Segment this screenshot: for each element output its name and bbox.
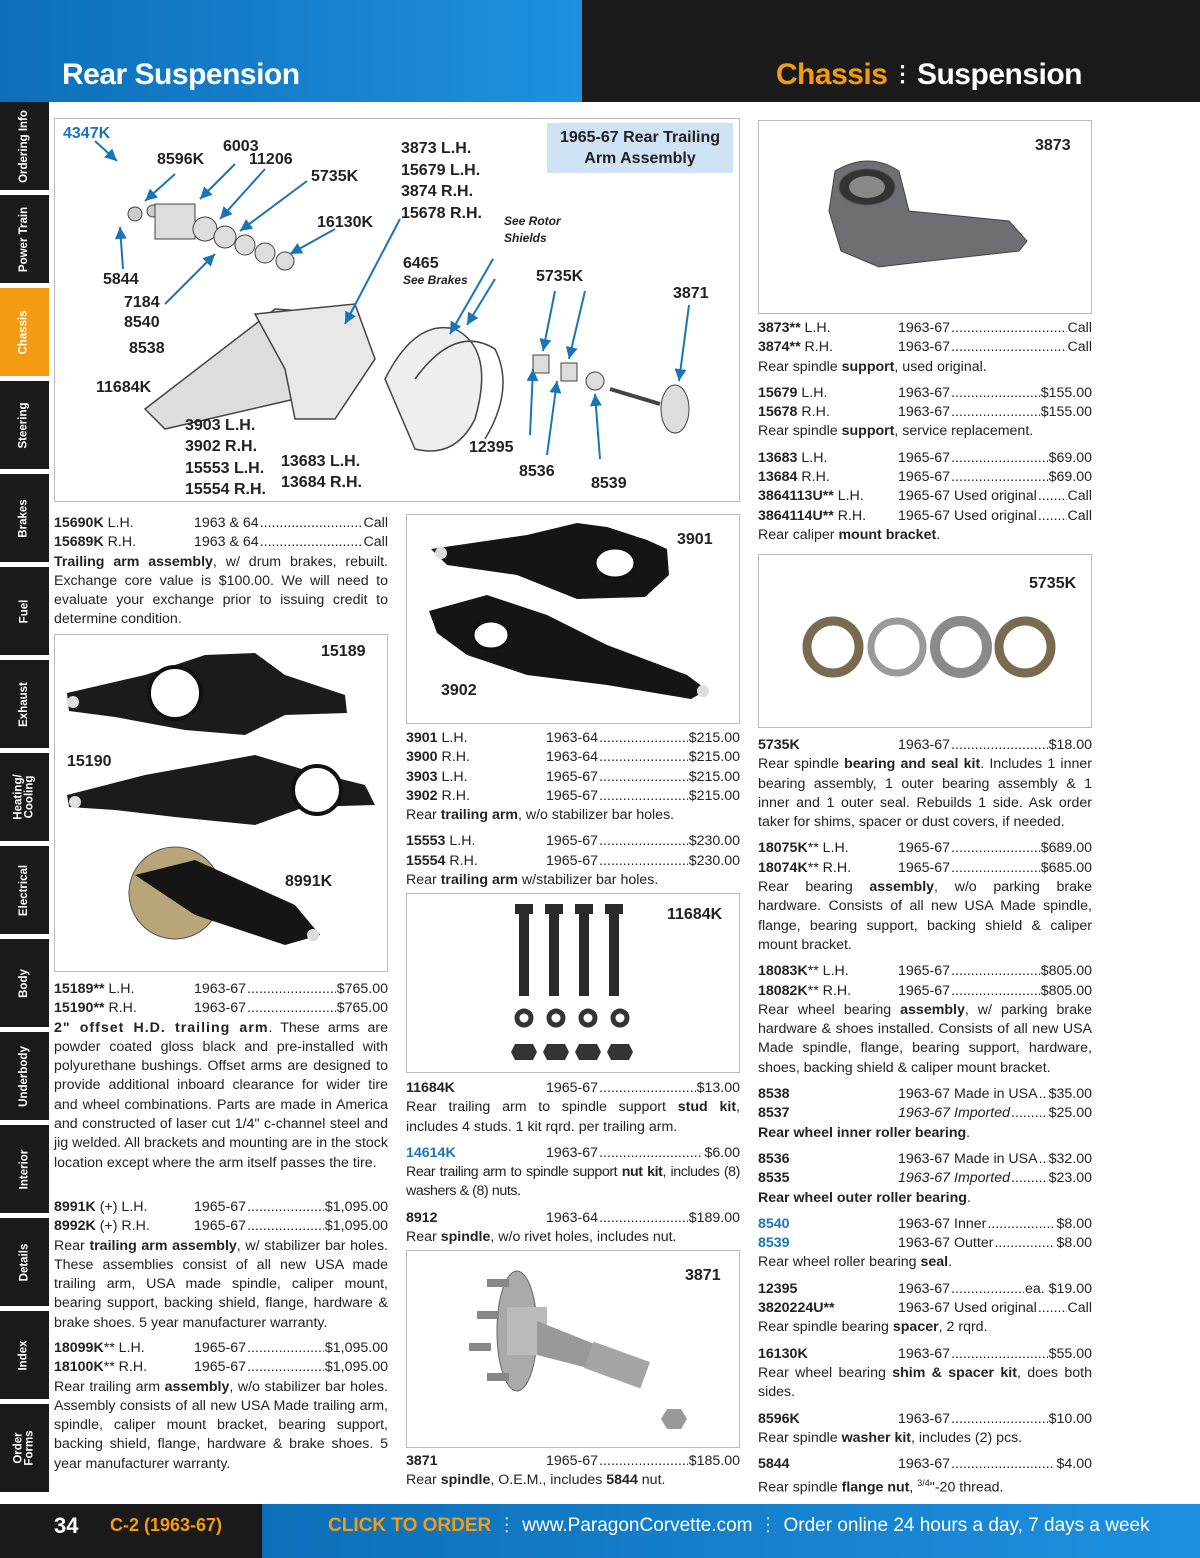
diagram-label-13684-rh: 13684 R.H. [281, 474, 362, 491]
section-subcategory: Suspension [916, 58, 1082, 91]
listing-18099k: 18099K** L.H. 1965-67 ..... $1,095.00 18100K** R.H. 1965-67 ..... $1,095.00 Rear trailing arm assembly, w/o stabilizer bar holes. Assembly consists of all new USA Made trailing arm, spindle, caliper mount bracket, bearing support, backing shield, flange, hardware & brake shoes. 5 year manufacturer warranty. [54, 1339, 388, 1474]
diagram-label-3902-rh: 3902 R.H. [185, 438, 258, 455]
listing-15189: 15189** L.H. 1963-67 ..... $765.00 15190** R.H. 1963-67 ..... $765.00 2" offset H.D. trailing arm. These arms are powder coated gloss black and pre-installed with polyurethane bushings. Offset arms are designed to provide additional inboard clearance for wider tire and wheel combinations. Parts are made in America and constructed of laser cut 1/4" c-channel steel and jig welded. All brackets and mounting are in the stock location except where the arm itself passes the tire. [54, 980, 388, 1173]
diagram-label-8536: 8536 [519, 463, 555, 480]
diagram-label-8540: 8540 [124, 314, 160, 331]
bearing-kit-photo [759, 555, 1093, 729]
image-bearing-seal-kit [758, 554, 1092, 728]
tab-interior[interactable]: Interior [0, 1125, 49, 1213]
footer-tagline: Order online 24 hours a day, 7 days a week [783, 1515, 1150, 1536]
tab-fuel[interactable]: Fuel [0, 567, 49, 655]
tab-underbody[interactable]: Underbody [0, 1032, 49, 1120]
tab-ordering-info[interactable]: Ordering Info [0, 102, 49, 190]
diagram-label-15678-rh: 15678 R.H. [401, 205, 482, 222]
diagram-note-see-brakes: See Brakes [403, 273, 468, 287]
diagram-label-3871: 3871 [673, 285, 709, 302]
diagram-label-12395: 12395 [469, 439, 514, 456]
listing-3901: 3901 L.H. 1963-64 ..... $215.00 3900 R.H. 1963-64 ..... $215.00 3903 L.H. 1965-67 ..... $215.00 3902 R.H. 1965-67 ..... $215.00 Rear trailing arm, w/o stabilizer bar holes. 15553 L.H. 1965-67 ..... $230.00 15554 R.H. 1965-67 ..... $230.00 Rear trailing arm w/stabilizer bar holes. [406, 729, 740, 890]
image-spindle-3871 [406, 1250, 740, 1448]
tab-details[interactable]: Details [0, 1218, 49, 1306]
tab-brakes[interactable]: Brakes [0, 474, 49, 562]
listing-11684k: 11684K 1965-67 ..... $13.00 Rear trailing arm to spindle support stud kit, includes 4 studs. 1 kit rqrd. per trailing arm. 14614K 1963-67 ..... $6.00 Rear trailing arm to spindle support nut kit, includes (8) washers & (8) nuts. 8912 1963-64 ..... $189.00 Rear spindle, w/o rivet holes, includes nut. [406, 1079, 740, 1247]
diagram-label-13683-lh: 13683 L.H. [281, 453, 361, 470]
image-trailing-arms-3901-3902 [406, 514, 740, 724]
diagram-label-3874-rh: 3874 R.H. [401, 183, 474, 200]
diagram-label-11206: 11206 [249, 151, 293, 168]
diagram-label-15553-lh: 15553 L.H. [185, 460, 265, 477]
website-link[interactable]: www.ParagonCorvette.com [522, 1515, 753, 1536]
diagram-label-5844: 5844 [103, 271, 139, 288]
image-label-3902: 3902 [441, 682, 477, 699]
listing-5735k: 5735K 1963-67 ..... $18.00 Rear spindle bearing and seal kit. Includes 1 inner bearing assembly, 1 outer bearing assembly & 1 inner and 1 outer seal. Rebuilds 1 side. Ask order taker for shims, spacer or dust covers, if needed. 18075K** L.H. 1965-67 ..... $689.00 18074K** R.H. 1965-67 ..... $685.00 Rear bearing assembly, w/o parking brake hardware. Consists of all new USA Made spindle, flange, bearing support, backing shield & caliper mount bracket. 18083K** L.H. 1965-67 ..... $805.00 18082K** R.H. 1965-67 ..... $805.00 Rear wheel bearing assembly, w/ parking brake hardware & shoes installed. Consists of all new USA Made spindle, flange, bearing support, hardware, shoes, backing shield & caliper mount bracket. 8538 1963-67 Made in USA ..... $35.00 8537 1963-67 Imported ..... $25.00 Rear wheel inner roller bearing. 8536 1963-67 Made in USA ..... $32.00 8535 1963-67 Imported ..... $23.00 Rear wheel outer roller bearing. 8540 1963-67 Inner ..... $8.00 8539 1963-67 Outter ..... $8.00 Rear wheel roller bearing seal. 12395 1963-67 ..... ea. $19.00 3820224U** 1963-67 Used original ..... Call Rear spindle bearing spacer, 2 rqrd. 16130K 1963-67 ..... $55.00 Rear wheel bearing shim & spacer kit, does both sides. 8596K 1963-67 ..... $10.00 Rear spindle washer kit, includes (2) pcs. 5844 1963-67 ..... $4.00 Rear spindle flange nut, $^{3/4}$"-20 thread. [758, 736, 1092, 1498]
section-title [776, 58, 1082, 92]
tab-chassis[interactable]: Chassis [0, 288, 49, 376]
image-offset-trailing-arms [54, 634, 388, 972]
side-tab-nav [0, 102, 49, 1492]
listing-15690k: 15690K L.H. 1963 & 64 ..... Call 15689K R.H. 1963 & 64 ..... Call Trailing arm assembly, w/ drum brakes, rebuilt. Exchange core value is $100.00. We will need to evaluate your exchange prior to issuing credit to determine condition. [54, 514, 388, 630]
diagram-label-6003: 6003 [223, 138, 259, 155]
stud-kit-photo [407, 894, 741, 1074]
tab-index[interactable]: Index [0, 1311, 49, 1399]
diagram-label-3903-lh: 3903 L.H. [185, 417, 256, 434]
spindle-photo [407, 1251, 741, 1449]
diagram-label-11684k: 11684K [96, 379, 152, 396]
trailing-arms-photo [407, 515, 741, 725]
tab-power-train[interactable]: Power Train [0, 195, 49, 283]
diagram-label-8539: 8539 [591, 475, 627, 492]
section-separator: ⋮ [891, 61, 913, 86]
listing-8991k: 8991K (+) L.H. 1965-67 ..... $1,095.00 8992K (+) R.H. 1965-67 ..... $1,095.00 Rear trailing arm assembly, w/ stabilizer bar holes. These assemblies consist of all new USA made trailing arm, USA made spindle, caliper mount, bearing support, backing shield, flange, hardware & brake shoes. 5 year manufacturer warranty. [54, 1198, 388, 1333]
tab-electrical[interactable]: Electrical [0, 846, 49, 934]
footer-order-line: CLICK TO ORDER ⋮ www.ParagonCorvette.com ⋮ Order online 24 hours a day, 7 days a week [328, 1515, 1150, 1536]
diagram-callout: 1965-67 Rear Trailing Arm Assembly [547, 123, 733, 173]
section-category[interactable]: Chassis [775, 58, 888, 91]
diagram-label-8596k: 8596K [157, 151, 205, 168]
diagram-label-3873-lh: 3873 L.H. [401, 140, 472, 157]
image-stud-kit [406, 893, 740, 1073]
tab-heating-cooling[interactable]: Heating/ Cooling [0, 753, 49, 841]
tab-steering[interactable]: Steering [0, 381, 49, 469]
image-label-5735k: 5735K [1029, 575, 1077, 592]
image-label-11684k: 11684K [667, 906, 723, 923]
image-label-15190: 15190 [67, 753, 112, 770]
click-to-order-link[interactable]: CLICK TO ORDER [328, 1515, 492, 1536]
diagram-label-15679-lh: 15679 L.H. [401, 162, 481, 179]
diagram-label-7184: 7184 [124, 294, 160, 311]
diagram-note-rotor-2: Shields [504, 231, 547, 245]
spindle-support-photo [759, 121, 1093, 315]
image-label-3901: 3901 [677, 531, 713, 548]
image-label-8991k: 8991K [285, 873, 333, 890]
listing-3873: 3873** L.H. 1963-67 ..... Call 3874** R.H. 1963-67 ..... Call Rear spindle support, used original. 15679 L.H. 1963-67 ..... $155.00 15678 R.H. 1963-67 ..... $155.00 Rear spindle support, service replacement. 13683 L.H. 1965-67 ..... $69.00 13684 R.H. 1965-67 ..... $69.00 3864113U** L.H. 1965-67 Used original ..... Call 3864114U** R.H. 1965-67 Used original ..... Call Rear caliper mount bracket. [758, 319, 1092, 545]
diagram-label-15554-rh: 15554 R.H. [185, 481, 266, 498]
diagram-label-5735k-a: 5735K [311, 168, 359, 185]
listing-3871: 3871 1965-67 ..... $185.00 Rear spindle, O.E.M., includes 5844 nut. [406, 1452, 740, 1491]
offset-arm-photo [55, 635, 389, 973]
page-number: 34 [54, 1513, 79, 1538]
diagram-label-6465: 6465 [403, 255, 439, 272]
diagram-label-4347k: 4347K [63, 125, 111, 142]
tab-exhaust[interactable]: Exhaust [0, 660, 49, 748]
diagram-note-rotor-1: See Rotor [504, 214, 561, 228]
image-label-3873: 3873 [1035, 137, 1071, 154]
image-spindle-support-3873 [758, 120, 1092, 314]
diagram-label-8538: 8538 [129, 340, 165, 357]
diagram-label-5735k-b: 5735K [536, 268, 584, 285]
diagram-label-16130k: 16130K [317, 214, 374, 231]
model-range: C-2 (1963-67) [110, 1515, 223, 1535]
tab-body[interactable]: Body [0, 939, 49, 1027]
image-label-15189: 15189 [321, 643, 366, 660]
tab-order-forms[interactable]: Order Forms [0, 1404, 49, 1492]
exploded-diagram [54, 118, 740, 502]
page-title: Rear Suspension [62, 58, 300, 91]
image-label-3871: 3871 [685, 1267, 721, 1284]
